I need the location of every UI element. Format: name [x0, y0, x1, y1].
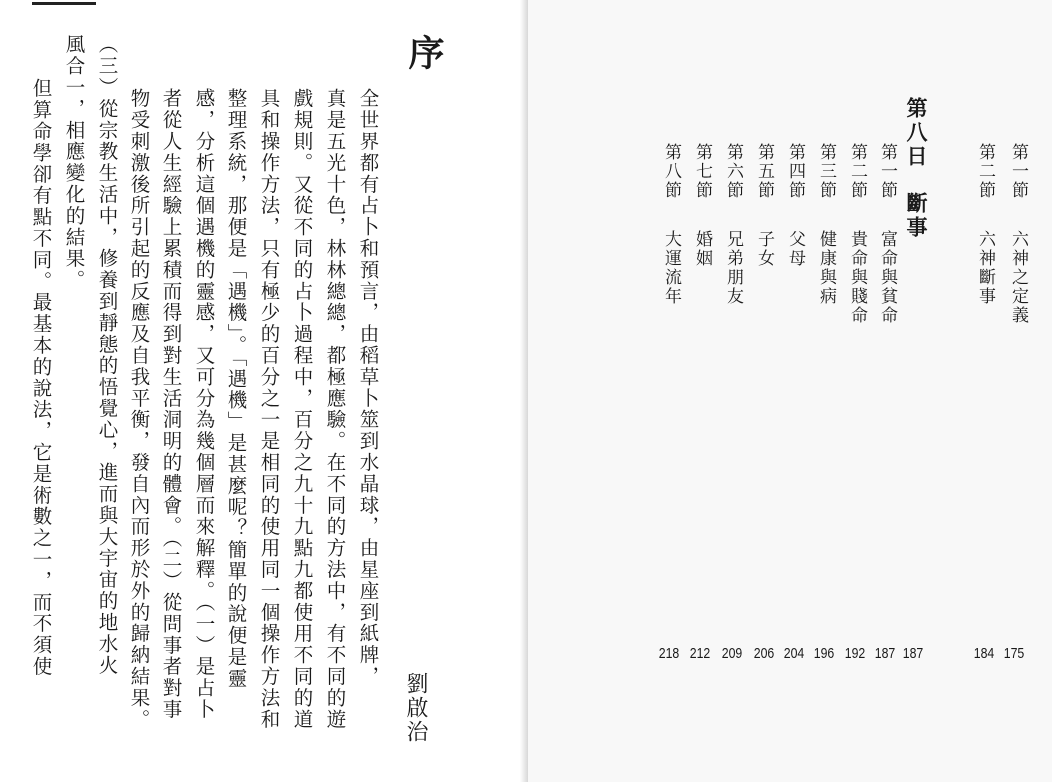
author-name: 劉啟治: [403, 672, 428, 744]
toc-prev-page-1: 175: [1003, 645, 1025, 662]
toc-prev-page-2: 184: [973, 645, 995, 662]
toc-title-2: 貴命與賤命: [847, 230, 867, 325]
toc-title-5: 子女: [754, 230, 774, 268]
toc-title-4: 父母: [785, 230, 805, 268]
toc-title-3: 健康與病: [816, 230, 836, 306]
toc-page-6: 209: [721, 645, 743, 662]
preface-line-11: 但算命學卻有點不同。最基本的說法，它是術數之一，而不須使: [29, 78, 53, 678]
toc-section-6: 第六節: [723, 143, 743, 200]
toc-page-4: 204: [783, 645, 805, 662]
toc-page-5: 206: [753, 645, 775, 662]
preface-line-1: 全世界都有占卜和預言，由稻草卜筮到水晶球，由星座到紙牌，: [356, 88, 380, 688]
toc-section-5: 第五節: [754, 143, 774, 200]
toc-page-7: 212: [689, 645, 711, 662]
toc-page-1: 187: [874, 645, 896, 662]
corner-rule: [32, 2, 96, 5]
toc-title-7: 婚姻: [692, 230, 712, 268]
preface-title: 序: [403, 34, 445, 70]
preface-line-2: 真是五光十色，林林總總，都極應驗。在不同的方法中，有不同的遊: [323, 88, 347, 730]
preface-line-9: （三）從宗教生活中，修養到靜態的悟覺心，進而與大宇宙的地水火: [95, 34, 119, 676]
preface-line-7: 者從人生經驗上累積而得到對生活洞明的體會。（二）從問事者對事: [159, 88, 183, 721]
toc-prev-section-2: 第二節: [975, 143, 995, 200]
toc-section-4: 第四節: [785, 143, 805, 200]
right-page: [528, 0, 1052, 782]
preface-line-6: 感，分析這個遇機的靈感，又可分為幾個層而來解釋。（一）是占卜: [192, 88, 216, 721]
preface-line-10: 風合一，相應變化的結果。: [62, 34, 86, 291]
toc-section-3: 第三節: [816, 143, 836, 200]
toc-section-2: 第二節: [847, 143, 867, 200]
toc-chapter-title: 斷事: [904, 192, 929, 240]
toc-page-2: 192: [844, 645, 866, 662]
toc-section-1: 第一節: [877, 143, 897, 200]
preface-line-3: 戲規則。又從不同的占卜過程中，百分之九十九點九都使用不同的道: [290, 88, 314, 730]
toc-title-1: 富命與貧命: [877, 230, 897, 325]
toc-prev-title-1: 六神之定義: [1008, 230, 1028, 325]
preface-line-5: 整理系統，那便是「遇機」。「遇機」是甚麼呢？簡單的說便是靈: [224, 88, 248, 690]
toc-page-3: 196: [813, 645, 835, 662]
toc-page-8: 218: [658, 645, 680, 662]
toc-title-8: 大運流年: [661, 230, 681, 306]
preface-line-4: 具和操作方法，只有極少的百分之一是相同的使用同一個操作方法和: [257, 88, 281, 730]
toc-title-6: 兄弟朋友: [723, 230, 743, 306]
toc-chapter-page: 187: [902, 645, 924, 662]
toc-section-8: 第八節: [661, 143, 681, 200]
toc-prev-section-1: 第一節: [1008, 143, 1028, 200]
preface-line-8: 物受刺激後所引起的反應及自我平衡，發自內而形於外的歸納結果。: [127, 88, 151, 730]
toc-prev-title-2: 六神斷事: [975, 230, 995, 306]
toc-chapter-label: 第八日: [904, 97, 929, 169]
toc-section-7: 第七節: [692, 143, 712, 200]
